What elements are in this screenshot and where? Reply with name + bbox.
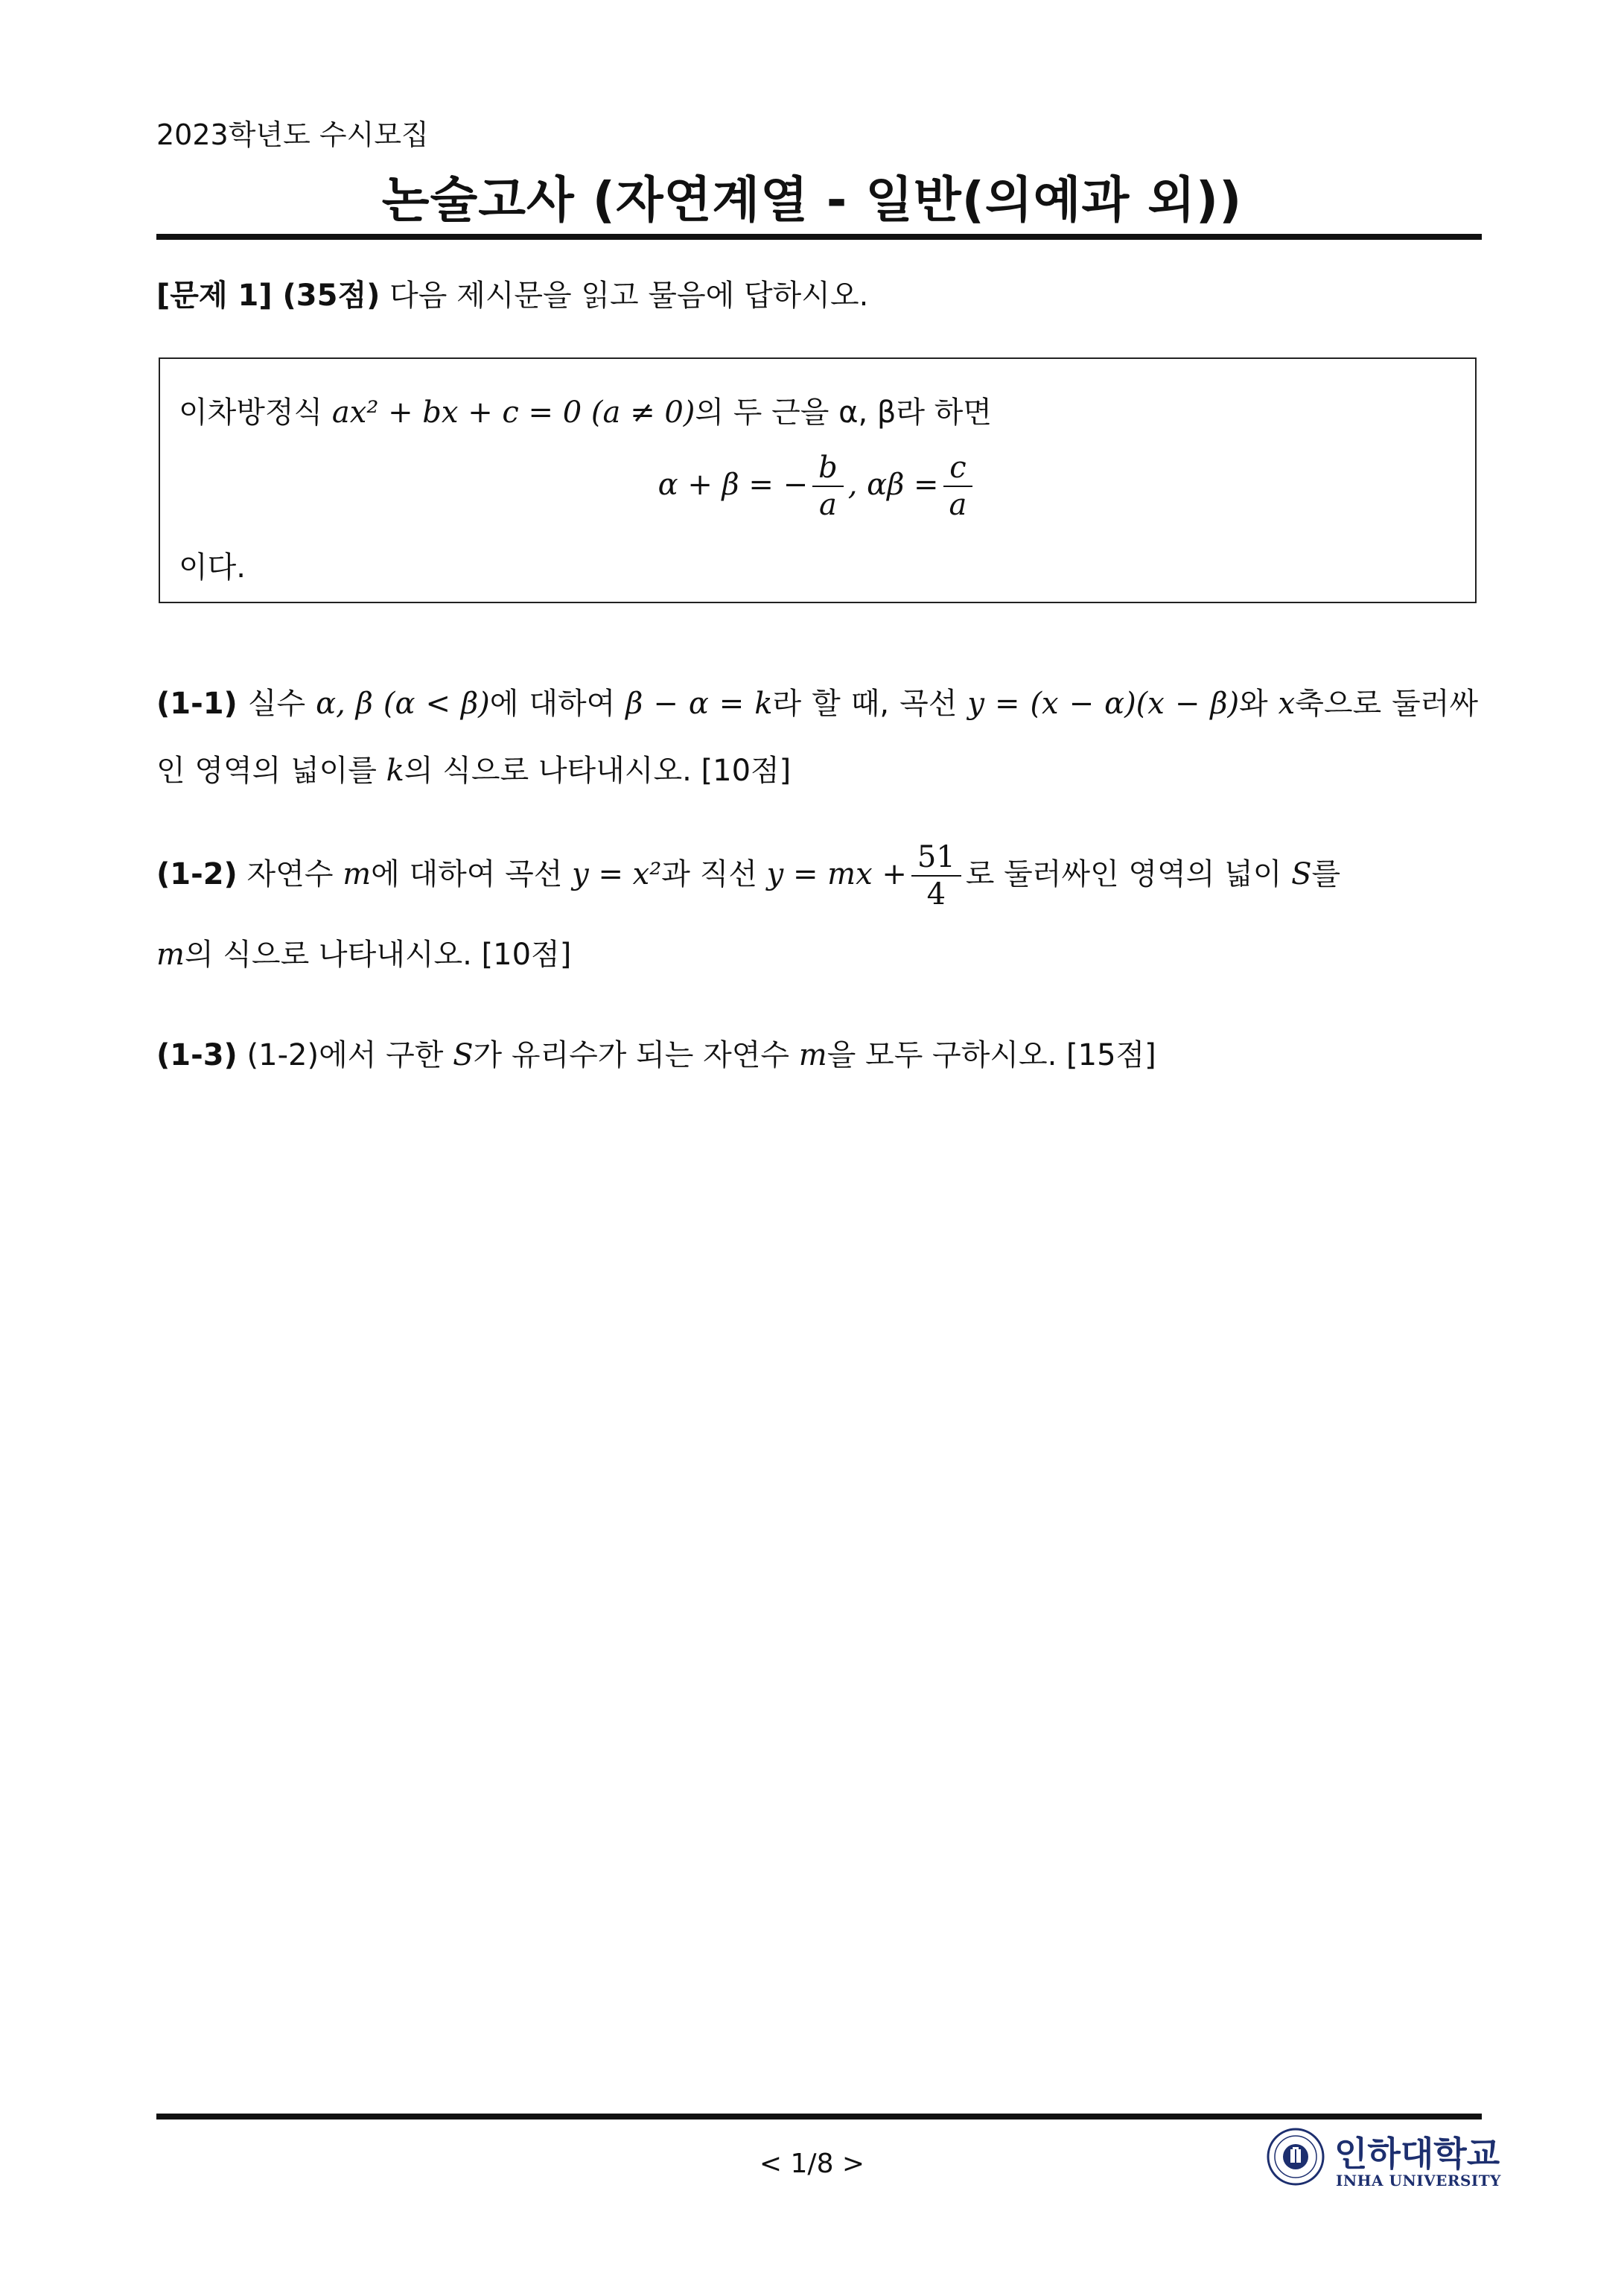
fraction-denominator: a <box>819 488 837 522</box>
question-text: 의 식으로 나타내시오. [10점] <box>404 754 792 788</box>
university-seal-icon <box>1266 2127 1325 2187</box>
fraction-numerator: c <box>943 450 973 487</box>
question-text: (1-2)에서 구한 <box>246 1038 444 1072</box>
fraction-denominator: 4 <box>926 877 946 912</box>
math-expression: β − α = k <box>625 687 773 721</box>
question-text: 과 직선 <box>661 857 757 891</box>
math-expression: α, β (α < β) <box>316 687 490 721</box>
passage-line1-suffix: 의 두 근을 α, β라 하면 <box>695 395 993 430</box>
footer-divider <box>156 2114 1482 2119</box>
question-1-2 <box>156 834 1478 995</box>
math-expression: m <box>798 1038 827 1072</box>
math-expression: m <box>343 857 372 891</box>
question-text: 실수 <box>247 687 306 721</box>
question-text: 에 대하여 <box>489 687 616 721</box>
fraction-numerator: b <box>812 450 844 487</box>
vieta-formula <box>160 450 1475 523</box>
math-expression: S <box>453 1038 474 1072</box>
fraction-c-over-a <box>943 450 973 523</box>
passage-prefix: 이차방정식 <box>179 395 323 430</box>
math-expression: m <box>156 938 185 972</box>
question-text: 을 모두 구하시오. [15점] <box>827 1038 1156 1072</box>
question-text: 와 <box>1239 687 1268 721</box>
fraction-numerator: 51 <box>911 839 961 877</box>
math-expression: x <box>1278 687 1296 721</box>
passage-line-3: 이다. <box>179 550 246 585</box>
question-text: 로 둘러싸인 영역의 넓이 <box>965 857 1282 891</box>
question-text: 를 <box>1311 857 1341 891</box>
math-expression: y = x² <box>572 857 662 891</box>
title-divider <box>156 234 1482 240</box>
question-text: 에 대하여 곡선 <box>371 857 563 891</box>
quadratic-equation: ax² + bx + c = 0 (a ≠ 0) <box>331 395 695 430</box>
logo-english-text: INHA UNIVERSITY <box>1336 2172 1501 2190</box>
fraction-b-over-a <box>812 450 844 523</box>
math-expression: y = (x − α)(x − β) <box>967 687 1240 721</box>
math-expression: S <box>1291 857 1312 891</box>
problem-heading <box>156 272 868 314</box>
math-expression: k <box>386 754 404 788</box>
fraction-51-over-4 <box>911 839 961 912</box>
problem-tag: [문제 1] (35점) <box>156 279 380 313</box>
page-number: < 1/8 > <box>759 2149 865 2179</box>
question-text: 축으로 둘러싸인 영역의 넓이를 <box>156 687 1479 788</box>
question-text: 가 유리수가 되는 자연수 <box>473 1038 790 1072</box>
passage-line-1 <box>179 389 992 431</box>
question-1-1 <box>156 670 1478 804</box>
question-text: 의 식으로 나타내시오. [10점] <box>184 938 572 972</box>
question-1-3 <box>156 1031 1478 1074</box>
math-expression: y = mx + <box>766 857 907 891</box>
logo-korean-text: 인하대학교 <box>1334 2134 1500 2174</box>
product-of-roots-lhs: , αβ = <box>847 468 939 502</box>
question-number: (1-1) <box>156 687 238 721</box>
question-number: (1-2) <box>156 857 238 891</box>
question-text: 라 할 때, 곡선 <box>772 687 958 721</box>
problem-instruction: 다음 제시문을 읽고 물음에 답하시오. <box>389 279 869 313</box>
question-number: (1-3) <box>156 1038 238 1072</box>
page-title: 논술고사 (자연계열 - 일반(의예과 외)) <box>381 171 1243 229</box>
exam-year-label: 2023학년도 수시모집 <box>156 118 429 151</box>
passage-box <box>159 357 1477 603</box>
sum-of-roots-lhs: α + β = − <box>657 468 809 502</box>
university-logo <box>1266 2121 1501 2203</box>
fraction-denominator: a <box>949 488 967 522</box>
question-text: 자연수 <box>246 857 334 891</box>
